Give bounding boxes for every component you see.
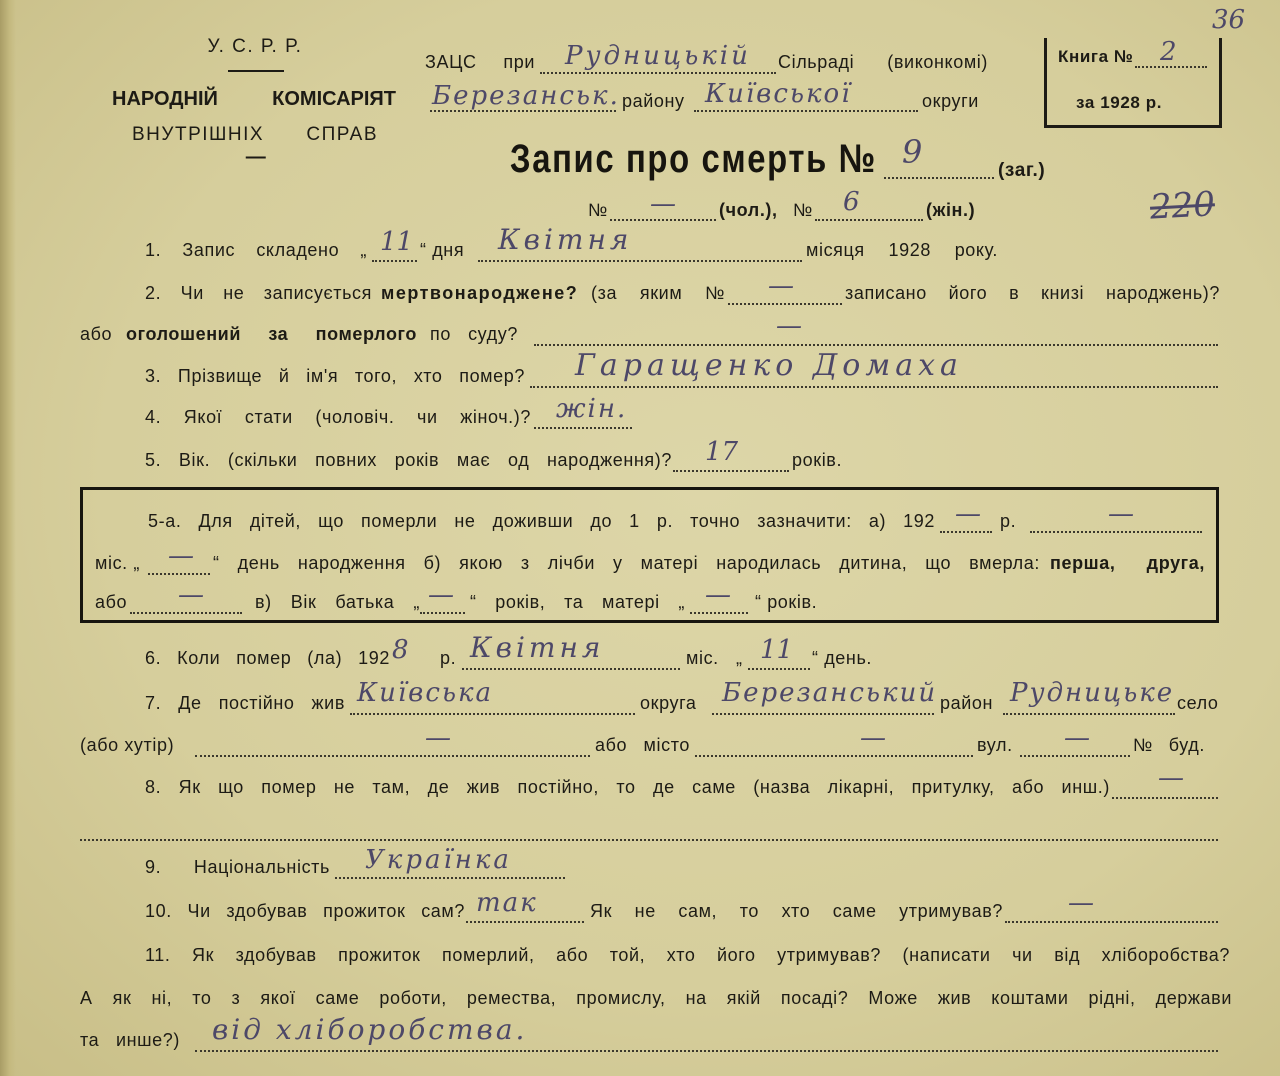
zags-label: ЗАЦС при [425, 52, 535, 72]
dotted-fill-line [1020, 755, 1130, 757]
item5-label: 5. Вік. (скільки повних років має од народження)? [145, 450, 672, 470]
dotted-fill-line [748, 668, 810, 670]
item9-label: 9. Національність [145, 857, 330, 877]
female-number-prefix: № [793, 200, 813, 220]
dotted-fill-line [195, 755, 590, 757]
court-tail: по суду? [430, 324, 518, 344]
infant-line2: “ день народження б) якою з лічби у матері народилась дитина, що вмерла: [213, 553, 1040, 573]
crossed-out-number: 220 [1148, 184, 1216, 228]
dotted-fill-line [712, 713, 934, 715]
age-unit: років. [792, 450, 843, 470]
record-year-label: місяця 1928 року. [806, 240, 998, 260]
title-suffix: (заг.) [998, 160, 1046, 181]
dotted-fill-line [540, 72, 776, 74]
residence-village-label: село [1177, 693, 1219, 713]
khutir-label: (або хутір) [80, 735, 175, 755]
book-year: за 1928 р. [1076, 93, 1163, 112]
item3-label: 3. Прізвище й ім'я того, хто помер? [145, 366, 525, 386]
mother-age-label: “ років, та матері „ [470, 592, 685, 612]
dotted-fill-line [690, 612, 748, 614]
residence-okruha: Київська [357, 678, 494, 708]
republic-heading: У. С. Р. Р. [207, 36, 303, 57]
heading-separator: — [245, 146, 267, 168]
street-label: вул. [977, 735, 1013, 755]
male-number-value: — [650, 189, 676, 219]
khutir-value: — [425, 723, 451, 753]
dotted-fill-line [420, 612, 465, 614]
department-heading: ВНУТРІШНІХ СПРАВ [132, 124, 378, 145]
death-month-label: міс. [686, 648, 719, 668]
infant-line2-bold: перша, друга, [1050, 553, 1205, 573]
commissariat-heading: НАРОДНІЙ КОМІСАРІЯТ [112, 88, 396, 110]
house-label: № буд. [1133, 735, 1205, 755]
supporter-label: Як не сам, то хто саме утримував? [590, 901, 1003, 921]
dotted-fill-line [673, 470, 789, 472]
infant-month-label: міс. „ [95, 553, 140, 573]
raion-label: району [622, 91, 685, 111]
dotted-fill-line [534, 427, 632, 429]
death-day: 11 [760, 635, 794, 665]
occupation-value: від хліборобства. [212, 1013, 528, 1046]
infant-month-value: — [1108, 499, 1134, 529]
death-day-open-quote: „ [736, 648, 743, 668]
male-number-prefix: № [588, 200, 608, 220]
female-number-value: 6 [843, 187, 860, 217]
death-day-close: “ день. [812, 648, 873, 668]
dotted-fill-line [1030, 531, 1202, 533]
item2-label-bold: мертвонароджене? [381, 283, 579, 303]
dotted-fill-line [430, 110, 616, 112]
sheet-number: 36 [1212, 5, 1246, 35]
infant-or-label: або [95, 592, 128, 612]
dotted-fill-line [148, 573, 210, 575]
court-value: — [776, 311, 802, 341]
raion-value: Березанськ. [432, 81, 620, 111]
dotted-fill-line [1005, 921, 1218, 923]
dotted-fill-line [728, 303, 842, 305]
item11-line3: та инше?) [80, 1030, 180, 1050]
dotted-fill-line [466, 921, 584, 923]
stillborn-number-value: — [768, 271, 794, 301]
infant-order-value: — [178, 580, 204, 610]
deceased-age: 17 [705, 437, 739, 467]
book-number: 2 [1160, 37, 1177, 67]
residence-raion: Березанський [722, 678, 938, 708]
item2-number-label: (за яким № [591, 283, 725, 303]
female-number-label: (жін.) [926, 200, 976, 220]
dotted-fill-line [350, 713, 635, 715]
infant-tail: “ років. [755, 592, 818, 612]
deceased-sex: жін. [556, 394, 628, 424]
father-age-label: в) Вік батька „ [255, 592, 420, 612]
item10-label: 10. Чи здобував прожиток сам? [145, 901, 465, 921]
dotted-fill-line [884, 177, 994, 179]
silrada-label: Сільраді (виконкомі) [778, 52, 988, 72]
city-label: або місто [595, 735, 690, 755]
item2-label: 2. Чи не записується [145, 283, 372, 303]
father-age-value: — [428, 580, 454, 610]
infant-day-value: — [168, 541, 194, 571]
record-day-suffix: “ дня [420, 240, 465, 260]
record-month: Квітня [498, 223, 633, 256]
deceased-name: Гаращенко Домаха [575, 348, 963, 383]
street-value: — [1064, 723, 1090, 753]
okruha-value: Київської [705, 79, 852, 109]
item8-label: 8. Як що помер не там, де жив постійно, то де саме (назва лікарні, притулку, або инш.) [145, 777, 1110, 797]
residence-village: Рудницьке [1010, 678, 1175, 708]
item4-label: 4. Якої стати (чоловіч. чи жіноч.)? [145, 407, 531, 427]
dotted-fill-line [335, 877, 565, 879]
dotted-fill-line [940, 531, 992, 533]
dotted-fill-line [462, 668, 680, 670]
residence-okruha-label: округа [640, 693, 697, 713]
self-supporting-value: так [476, 888, 538, 918]
dotted-fill-line [478, 260, 802, 262]
death-year-suffix: р. [440, 648, 457, 668]
item11-line2: А як ні, то з якої саме роботи, ремества, промислу, на якій посаді? Може жив коштами рідні, держави [80, 988, 1232, 1008]
item11-line1: 11. Як здобував прожиток померлий, або той, хто його утримував? (написати чи від хліборобства? [145, 945, 1230, 965]
form-title: Запис про смерть № [510, 137, 877, 181]
item1-label: 1. Запис складено „ [145, 240, 367, 260]
record-day: 11 [380, 227, 414, 257]
paper-left-edge [0, 0, 16, 1076]
dotted-fill-line [815, 219, 923, 221]
death-year-digit: 8 [392, 635, 409, 665]
dotted-fill-line [534, 344, 1218, 346]
infant-year-value: — [955, 499, 981, 529]
nationality-value: Українка [365, 845, 512, 875]
dotted-fill-line [530, 386, 1218, 388]
book-label: Книга № [1058, 47, 1134, 66]
mother-age-value: — [705, 580, 731, 610]
court-bold: оголошений за померлого [126, 324, 417, 344]
dotted-fill-line [694, 110, 918, 112]
dotted-fill-line [1003, 713, 1175, 715]
dotted-fill-line [1112, 797, 1218, 799]
heading-underline [228, 70, 284, 72]
dotted-fill-line [372, 260, 417, 262]
dotted-fill-line [695, 755, 973, 757]
court-prefix: або [80, 324, 113, 344]
item6-label: 6. Коли помер (ла) 192 [145, 648, 390, 668]
dotted-fill-line [195, 1050, 1218, 1052]
record-number: 9 [902, 133, 923, 171]
silrada-value: Рудницькій [565, 41, 751, 71]
okruha-label: округи [922, 91, 979, 111]
infant-line1: 5-а. Для дітей, що померли не доживши до 1 р. точно зазначити: а) 192 [148, 511, 935, 531]
infant-year-suffix: р. [1000, 511, 1017, 531]
supporter-value: — [1068, 888, 1094, 918]
city-value: — [860, 723, 886, 753]
male-number-label: (чол.), [719, 200, 778, 220]
residence-raion-label: район [940, 693, 994, 713]
place-of-death-value: — [1158, 763, 1184, 793]
item7-label: 7. Де постійно жив [145, 693, 345, 713]
death-month: Квітня [470, 631, 605, 664]
item2-tail: записано його в книзі народжень)? [845, 283, 1220, 303]
dotted-fill-line [80, 839, 1218, 841]
dotted-fill-line [130, 612, 242, 614]
